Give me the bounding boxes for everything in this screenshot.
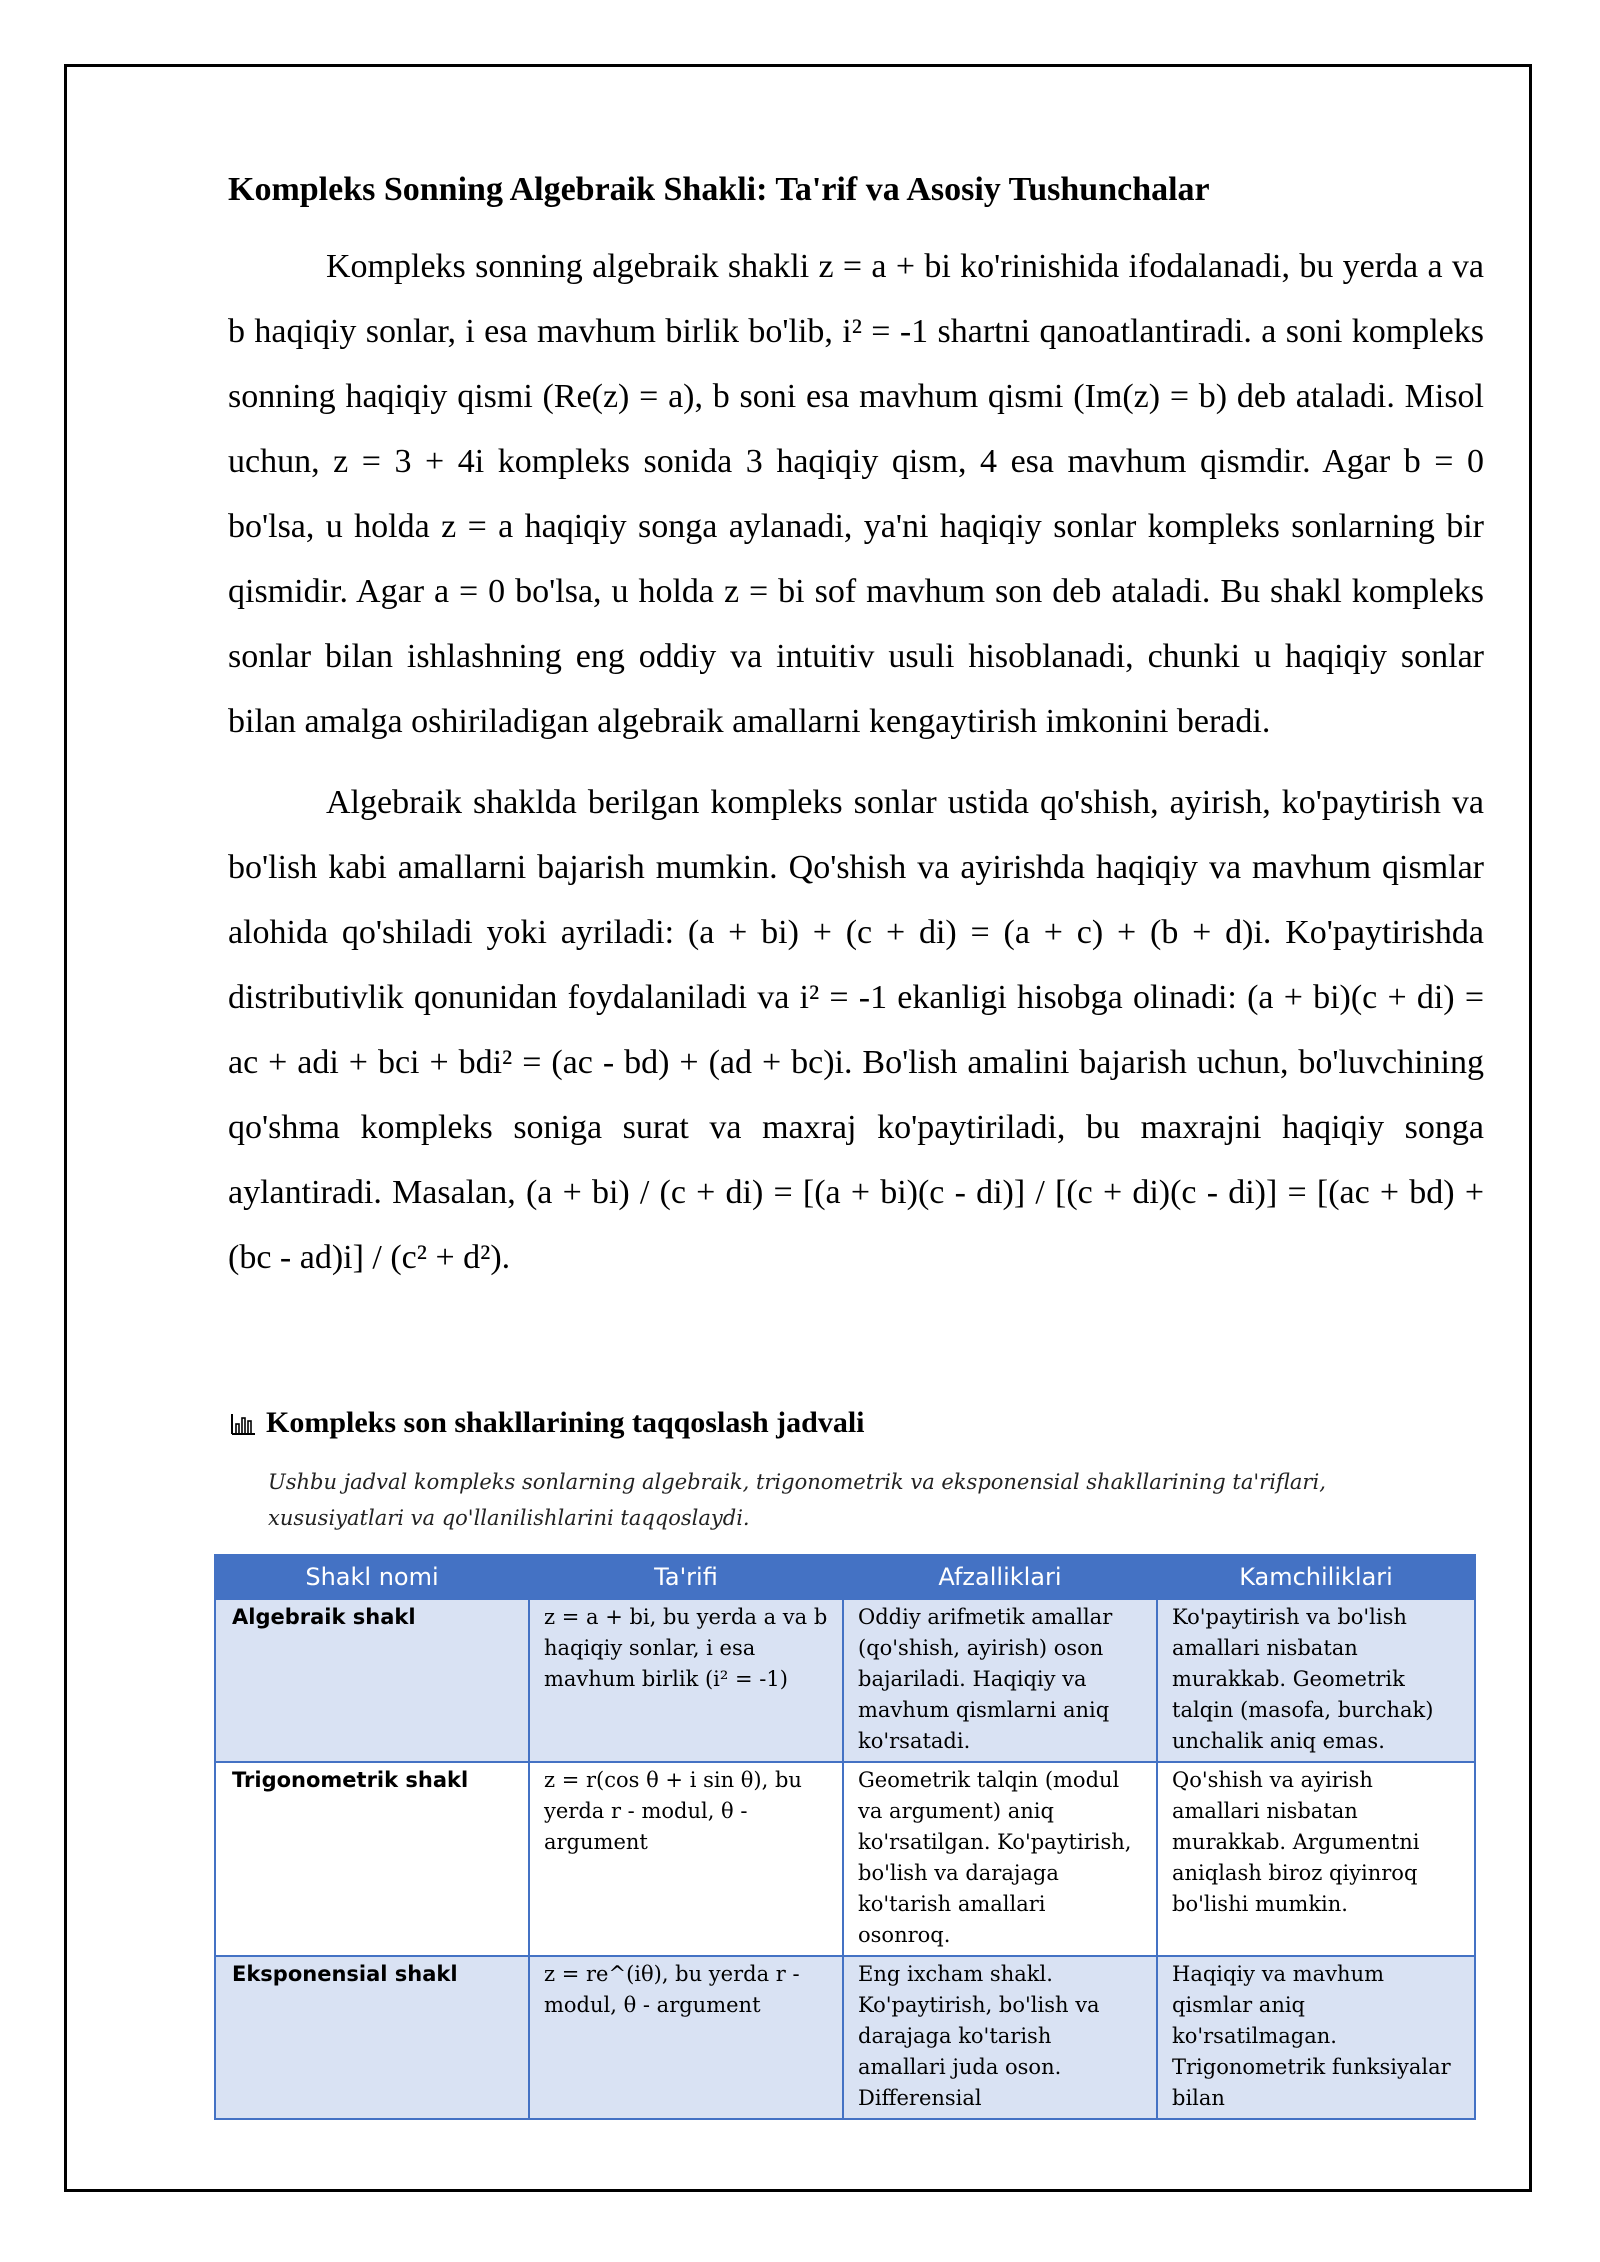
table-heading-text: Kompleks son shakllarining taqqoslash jadvali <box>266 1406 865 1439</box>
cell-shape-name: Algebraik shakl <box>215 1599 529 1762</box>
cell-shape-name: Trigonometrik shakl <box>215 1762 529 1956</box>
cell-definition: z = r(cos θ + i sin θ), bu yerda r - modul, θ - argument <box>529 1762 843 1956</box>
column-header: Afzalliklari <box>843 1555 1157 1599</box>
cell-cons-text: Haqiqiy va mavhum qismlar aniq ko'rsatilmagan. Trigonometrik funksiyalar bilan <box>1172 1962 1451 2110</box>
cell-definition: z = re^(iθ), bu yerda r - modul, θ - argument <box>529 1956 843 2119</box>
column-header: Ta'rifi <box>529 1555 843 1599</box>
cell-shape-name: Eksponensial shakl <box>215 1956 529 2119</box>
cell-cons <box>1157 1956 1475 2119</box>
document-body <box>228 168 1484 1290</box>
table-row <box>215 1956 1475 2119</box>
bar-chart-icon <box>230 1410 256 1436</box>
table-heading <box>230 1406 865 1440</box>
paragraph-1: Kompleks sonning algebraik shakli z = a + bi ko'rinishida ifodalanadi, bu yerda a va b haqiqiy sonlar, i esa mavhum birlik bo'lib, i² = -1 shartni qanoatlantiradi. a soni kompleks sonning haqiqiy qismi (Re(z) = a), b soni esa mavhum qismi (Im(z) = b) deb ataladi. Misol uchun, z = 3 + 4i kompleks sonida 3 haqiqiy qism, 4 esa mavhum qismdir. Agar b = 0 bo'lsa, u holda z = a haqiqiy songa aylanadi, ya'ni haqiqiy sonlar kompleks sonlarning bir qismidir. Agar a = 0 bo'lsa, u holda z = bi sof mavhum son deb ataladi. Bu shakl kompleks sonlar bilan ishlashning eng oddiy va intuitiv usuli hisoblanadi, chunki u haqiqiy sonlar bilan amalga oshiriladigan algebraik amallarni kengaytirish imkonini beradi. <box>228 248 1484 741</box>
cell-definition: z = a + bi, bu yerda a va b haqiqiy sonlar, i esa mavhum birlik (i² = -1) <box>529 1599 843 1762</box>
cell-pros: Geometrik talqin (modul va argument) aniq ko'rsatilgan. Ko'paytirish, bo'lish va darajaga ko'tarish amallari osonroq. <box>843 1762 1157 1956</box>
comparison-table <box>214 1554 1476 2120</box>
cell-cons: Qo'shish va ayirish amallari nisbatan murakkab. Argumentni aniqlash biroz qiyinroq bo'lishi mumkin. <box>1157 1762 1475 1956</box>
table-header-row <box>215 1555 1475 1599</box>
column-header: Shakl nomi <box>215 1555 529 1599</box>
table-row <box>215 1762 1475 1956</box>
document-title: Kompleks Sonning Algebraik Shakli: Ta'rif va Asosiy Tushunchalar <box>228 171 1210 208</box>
cell-pros <box>843 1956 1157 2119</box>
column-header: Kamchiliklari <box>1157 1555 1475 1599</box>
cell-cons: Ko'paytirish va bo'lish amallari nisbatan murakkab. Geometrik talqin (masofa, burchak) unchalik aniq emas. <box>1157 1599 1475 1762</box>
cell-pros: Oddiy arifmetik amallar (qo'shish, ayirish) oson bajariladi. Haqiqiy va mavhum qismlarni aniq ko'rsatadi. <box>843 1599 1157 1762</box>
table-caption: Ushbu jadval kompleks sonlarning algebraik, trigonometrik va eksponensial shakllarining ta'riflari, xususiyatlari va qo'llanilishlarini taqqoslaydi. <box>268 1470 1326 1530</box>
cell-pros-text: Eng ixcham shakl. Ko'paytirish, bo'lish va darajaga ko'tarish amallari juda oson. Differensial <box>858 1962 1100 2110</box>
table-row <box>215 1599 1475 1762</box>
paragraph-2: Algebraik shaklda berilgan kompleks sonlar ustida qo'shish, ayirish, ko'paytirish va bo'lish kabi amallarni bajarish mumkin. Qo'shish va ayirishda haqiqiy va mavhum qismlar alohida qo'shiladi yoki ayriladi: (a + bi) + (c + di) = (a + c) + (b + d)i. Ko'paytirishda distributivlik qonunidan foydalaniladi va i² = -1 ekanligi hisobga olinadi: (a + bi)(c + di) = ac + adi + bci + bdi² = (ac - bd) + (ad + bc)i. Bo'lish amalini bajarish uchun, bo'luvchining qo'shma kompleks soniga surat va maxraj ko'paytiriladi, bu maxrajni haqiqiy songa aylantiradi. Masalan, (a + bi) / (c + di) = [(a + bi)(c - di)] / [(c + di)(c - di)] = [(ac + bd) + (bc - ad)i] / (c² + d²). <box>228 784 1484 1277</box>
